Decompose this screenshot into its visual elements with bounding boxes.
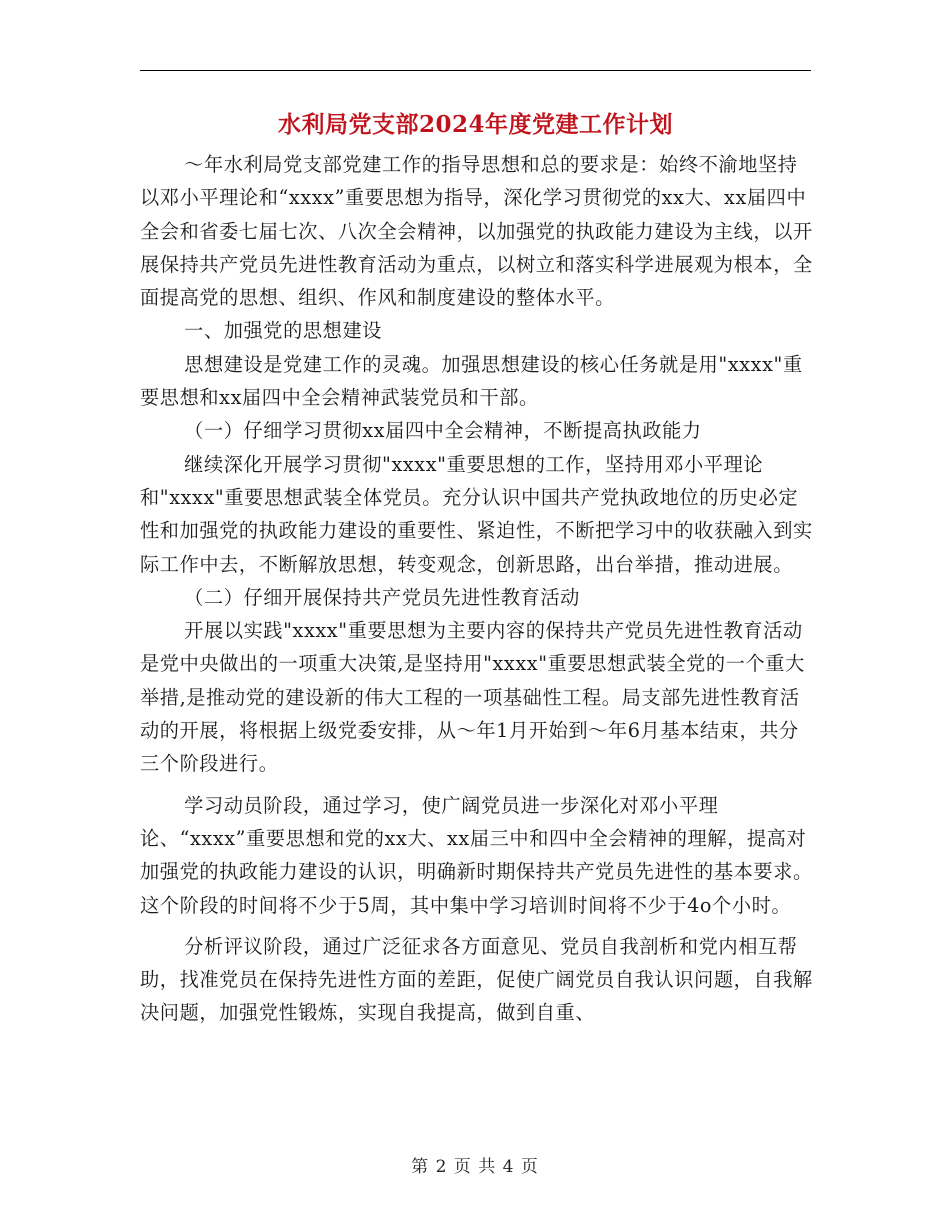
subsection-heading-1: （一）仔细学习贯彻xx届四中全会精神，不断提高执政能力 xyxy=(184,419,702,443)
document-body xyxy=(140,148,816,1030)
document-title: 水利局党支部2024年度党建工作计划 xyxy=(277,111,673,138)
header-rule xyxy=(140,70,811,71)
paragraph-analysis-review: 分析评议阶段，通过广泛征求各方面意见、党员自我剖析和党内相互帮助，找准党员在保持先进性方面的差距，促使广阔党员自我认识问题，自我解决问题，加强党性锻炼，实现自我提高，做到自重、 xyxy=(140,934,813,1025)
paragraph-intro: ～年水利局党支部党建工作的指导思想和总的要求是：始终不渝地坚持以邓小平理论和“xxxx”重要思想为指导，深化学习贯彻党的xx大、xx届四中全会和省委七届七次、八次全会精神，以加强党的执政能力建设为主线，以开展保持共产党员先进性教育活动为重点，以树立和落实科学进展观为根本，全面提高党的思想、组织、作风和制度建设的整体水平。 xyxy=(140,153,813,310)
section-heading-1: 一、加强党的思想建设 xyxy=(184,319,383,343)
subsection-heading-2: （二）仔细开展保持共产党员先进性教育活动 xyxy=(184,585,580,609)
paragraph-education-activity: 开展以实践"xxxx"重要思想为主要内容的保持共产党员先进性教育活动是党中央做出的一项重大决策,是坚持用"xxxx"重要思想武装全党的一个重大举措,是推动党的建设新的伟大工程的一项基础性工程。局支部先进性教育活动的开展，将根据上级党委安排，从～年1月开始到～年6月基本结束，共分三个阶段进行。 xyxy=(140,619,805,776)
paragraph-study: 继续深化开展学习贯彻"xxxx"重要思想的工作，坚持用邓小平理论和"xxxx"重要思想武装全体党员。充分认识中国共产党执政地位的历史必定性和加强党的执政能力建设的重要性、紧迫性，不断把学习中的收获融入到实际工作中去，不断解放思想，转变观念，创新思路，出台举措，推动进展。 xyxy=(140,452,813,576)
paragraph-study-mobilization: 学习动员阶段，通过学习，使广阔党员进一步深化对邓小平理论、“xxxx”重要思想和党的xx大、xx届三中和四中全会精神的理解，提高对加强党的执政能力建设的认识，明确新时期保持共产党员先进性的基本要求。这个阶段的时间将不少于5周，其中集中学习培训时间将不少于4o个小时。 xyxy=(140,793,813,917)
paragraph-thought-building: 思想建设是党建工作的灵魂。加强思想建设的核心任务就是用"xxxx"重要思想和xx届四中全会精神武装党员和干部。 xyxy=(140,352,803,410)
page-number: 第 2 页 共 4 页 xyxy=(411,1157,539,1177)
